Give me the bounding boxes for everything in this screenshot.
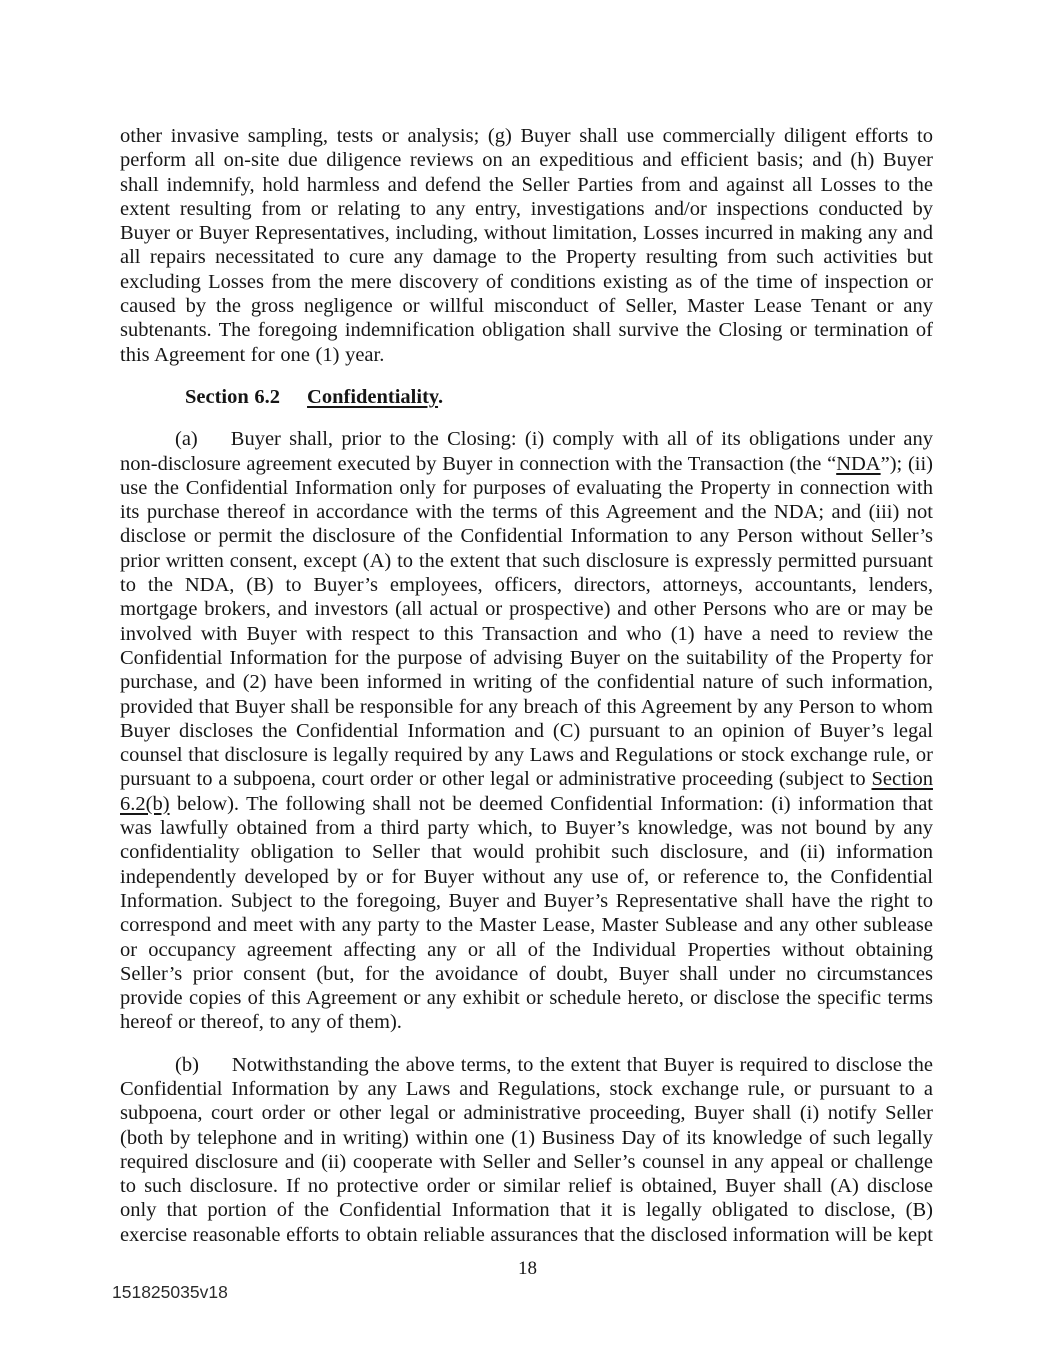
text-run: Section 6.2(b) xyxy=(120,768,933,815)
text-run: Buyer shall, prior to the Closing: (i) comply with all of its obligations under any non-disclosure agreement executed by Buyer in connection with the Transaction (the “ xyxy=(120,428,933,475)
text-run: ”); (ii) use the Confidential Information only for purposes of evaluating the Property in connection with its purchase thereof in accordance with the terms of this Agreement and the NDA; and (iii) not disclose or permit the disclosure of the Confidential Information to any Person without Seller’s prior written consent, except (A) to the extent that such disclosure is expressly permitted pursuant to the NDA, (B) to Buyer’s employees, officers, directors, attorneys, accountants, lenders, mortgage brokers, and investors (all actual or prospective) and other Persons who are or may be involved with Buyer with respect to this Transaction and who (1) have a need to review the Confidential Information for the purpose of advising Buyer on the suitability of the Property for purchase, and (2) have been informed in writing of the confidential nature of such information, provided that Buyer shall be responsible for any breach of this Agreement by any Person to whom Buyer discloses the Confidential Information and (C) pursuant to an opinion of Buyer’s legal counsel that disclosure is legally required by any Laws and Regulations or stock exchange rule, or pursuant to a subpoena, court order or other legal or administrative proceeding (subject to xyxy=(120,452,934,791)
text-run: Notwithstanding the above terms, to the extent that Buyer is required to disclose the Confidential Information by any Laws and Regulations, stock exchange rule, or pursuant to a subpoena, court order or other legal or administrative proceeding, Buyer shall (i) notify Seller (both by telephone and in writing) within one (1) Business Day of its knowledge of such legally required disclosure and (ii) cooperate with Seller and Seller’s counsel in any appeal or challenge to such disclosure. If no protective order or similar relief is obtained, Buyer shall (A) disclose only that portion of the Confidential Information that it is legally obligated to disclose, (B) exercise reasonable efforts to obtain reliable assurances that the disclosed information will be kept xyxy=(120,1053,933,1246)
text-run: below). The following shall not be deemed Confidential Information: (i) information that was lawfully obtained from a third party which, to Buyer’s knowledge, was not bound by any confidentiality obligation to Seller that would prohibit such disclosure, and (ii) information independently developed by or for Buyer without any use of, or reference to, the Confidential Information. Subject to the foregoing, Buyer and Buyer’s Representative shall have the right to correspond and meet with any party to the Master Lease, Master Sublease and any other sublease or occupancy agreement affecting any or all of the Individual Properties without obtaining Seller’s prior consent (but, for the avoidance of doubt, Buyer shall under no circumstances provide copies of this Agreement or any exhibit or schedule hereto, or disclose the specific terms hereof or thereof, to any of them). xyxy=(120,792,933,1034)
paragraph-6-2-b xyxy=(120,1053,933,1247)
document-id-footer: 151825035v18 xyxy=(112,1282,228,1302)
text-run: (b) xyxy=(175,1053,199,1076)
document-body xyxy=(120,124,933,1265)
text-run: Confidentiality xyxy=(307,385,439,408)
text-run: Section 6.2 xyxy=(185,385,281,408)
paragraph-6-2-a xyxy=(120,427,933,1034)
paragraph-6-1-continuation xyxy=(120,124,933,367)
text-run: NDA xyxy=(836,452,881,475)
text-run: other invasive sampling, tests or analysis; (g) Buyer shall use commercially diligent efforts to perform all on-site due diligence reviews on an expeditious and efficient basis; and (h) Buyer shall indemnify, hold harmless and defend the Seller Parties from and against all Losses to the extent resulting from or relating to any entry, investigations and/or inspections conducted by Buyer or Buyer Representatives, including, without limitation, Losses incurred in making any and all repairs necessitated to cure any damage to the Property resulting from such activities but excluding Losses from the mere discovery of conditions existing as of the time of inspection or caused by the gross negligence or willful misconduct of Seller, Master Lease Tenant or any subtenants. The foregoing indemnification obligation shall survive the Closing or termination of this Agreement for one (1) year. xyxy=(120,125,933,366)
text-run: . xyxy=(438,385,444,408)
text-run: (a) xyxy=(175,428,198,451)
section-6-2-heading xyxy=(120,385,933,409)
page-number: 18 xyxy=(518,1258,537,1279)
